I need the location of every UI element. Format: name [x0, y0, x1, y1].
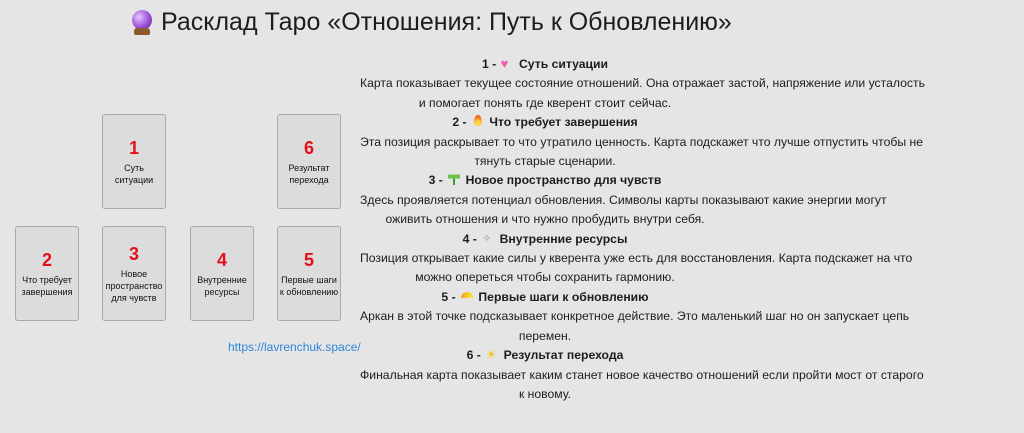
card-label-line: к обновлению — [279, 286, 339, 297]
position-number: 2 - — [452, 115, 467, 130]
page-title — [131, 8, 732, 37]
position-title: Новое пространство для чувств — [465, 173, 662, 188]
position-number: 5 - — [441, 289, 456, 304]
crystal-ball-icon — [131, 10, 153, 36]
card-label — [114, 162, 154, 186]
position-text: оживить отношения и что нужно пробудить внутри себя. — [385, 212, 705, 227]
position-title: Внутренние ресурсы — [499, 231, 628, 246]
position-heading-3 — [360, 171, 730, 190]
card-number: 6 — [303, 137, 314, 158]
tarot-card-5 — [277, 226, 341, 321]
position-text: Эта позиция раскрывает то что утратило ценность. Карта подскажет что лучше отпустить чтобы не — [360, 134, 924, 149]
card-label-line: Суть — [124, 162, 144, 173]
position-title: Первые шаги к обновлению — [478, 289, 649, 304]
position-title: Что требует завершения — [489, 115, 638, 130]
position-title: Суть ситуации — [519, 57, 608, 71]
rainbow-icon — [461, 290, 473, 302]
card-number: 1 — [128, 137, 139, 158]
positions-description — [360, 55, 925, 404]
card-label-line: ресурсы — [204, 286, 240, 297]
position-number: 4 - — [462, 231, 477, 246]
position-text: перемен. — [518, 328, 572, 343]
card-label — [279, 274, 339, 298]
position-text: Карта показывает текущее состояние отношений. Она отражает застой, напряжение или усталость — [360, 76, 925, 91]
card-label-line: ситуации — [114, 174, 154, 185]
fire-icon — [472, 115, 484, 127]
card-number: 4 — [216, 249, 227, 270]
tarot-card-6 — [277, 114, 341, 209]
position-text: к новому. — [518, 386, 572, 401]
position-text: можно опереться чтобы сохранить гармонию. — [415, 270, 675, 285]
sparkles-icon — [482, 232, 494, 244]
position-text: Здесь проявляется потенциал обновления. Символы карты показывают какие энергии могут — [360, 192, 887, 207]
position-heading-4 — [360, 230, 730, 249]
page-title-text: Расклад Таро «Отношения: Путь к Обновлению» — [161, 8, 732, 36]
tarot-card-3 — [102, 226, 166, 321]
sun-icon — [486, 348, 498, 360]
card-label-line: перехода — [289, 174, 329, 185]
site-link[interactable]: https://lavrenchuk.space/ — [228, 340, 361, 354]
position-heading-2 — [360, 113, 730, 132]
card-label-line: Что требует — [22, 274, 72, 285]
position-heading-6 — [360, 346, 730, 365]
seedling-icon — [448, 173, 460, 185]
card-label — [105, 268, 164, 304]
position-text: тянуть старые сценарии. — [474, 154, 616, 169]
card-number: 5 — [303, 249, 314, 270]
position-number: 1 - — [481, 57, 497, 71]
position-number: 3 - — [428, 173, 443, 188]
card-label-line: Внутренние — [197, 274, 247, 285]
position-title: Результат перехода — [503, 348, 624, 363]
card-label-line: Результат — [288, 162, 330, 173]
tarot-card-4 — [190, 226, 254, 321]
position-text: и помогает понять где кверент стоит сейчас. — [418, 95, 672, 110]
card-number: 3 — [128, 243, 139, 264]
two-hearts-icon — [502, 57, 514, 69]
card-label-line: завершения — [21, 286, 73, 297]
card-label-line: пространство — [105, 280, 163, 291]
position-text: Позиция открывает какие силы у кверента уже есть для восстановления. Карта подскажет на что — [360, 251, 913, 266]
card-label — [196, 274, 248, 298]
card-label-line: Новое — [120, 268, 148, 279]
position-heading-5 — [360, 288, 730, 307]
position-heading-1 — [360, 55, 730, 74]
card-number: 2 — [41, 249, 52, 270]
position-text: Финальная карта показывает каким станет новое качество отношений если пройти мост от старого — [360, 367, 924, 382]
card-label-line: Первые шаги — [281, 274, 337, 285]
tarot-card-2 — [15, 226, 79, 321]
position-number: 6 - — [466, 348, 481, 363]
position-text: Аркан в этой точке подсказывает конкретное действие. Это маленький шаг но он запускает цепь — [360, 309, 910, 324]
card-label — [21, 274, 74, 298]
card-label — [288, 162, 331, 186]
tarot-card-1 — [102, 114, 166, 209]
card-label-line: для чувств — [111, 292, 157, 303]
